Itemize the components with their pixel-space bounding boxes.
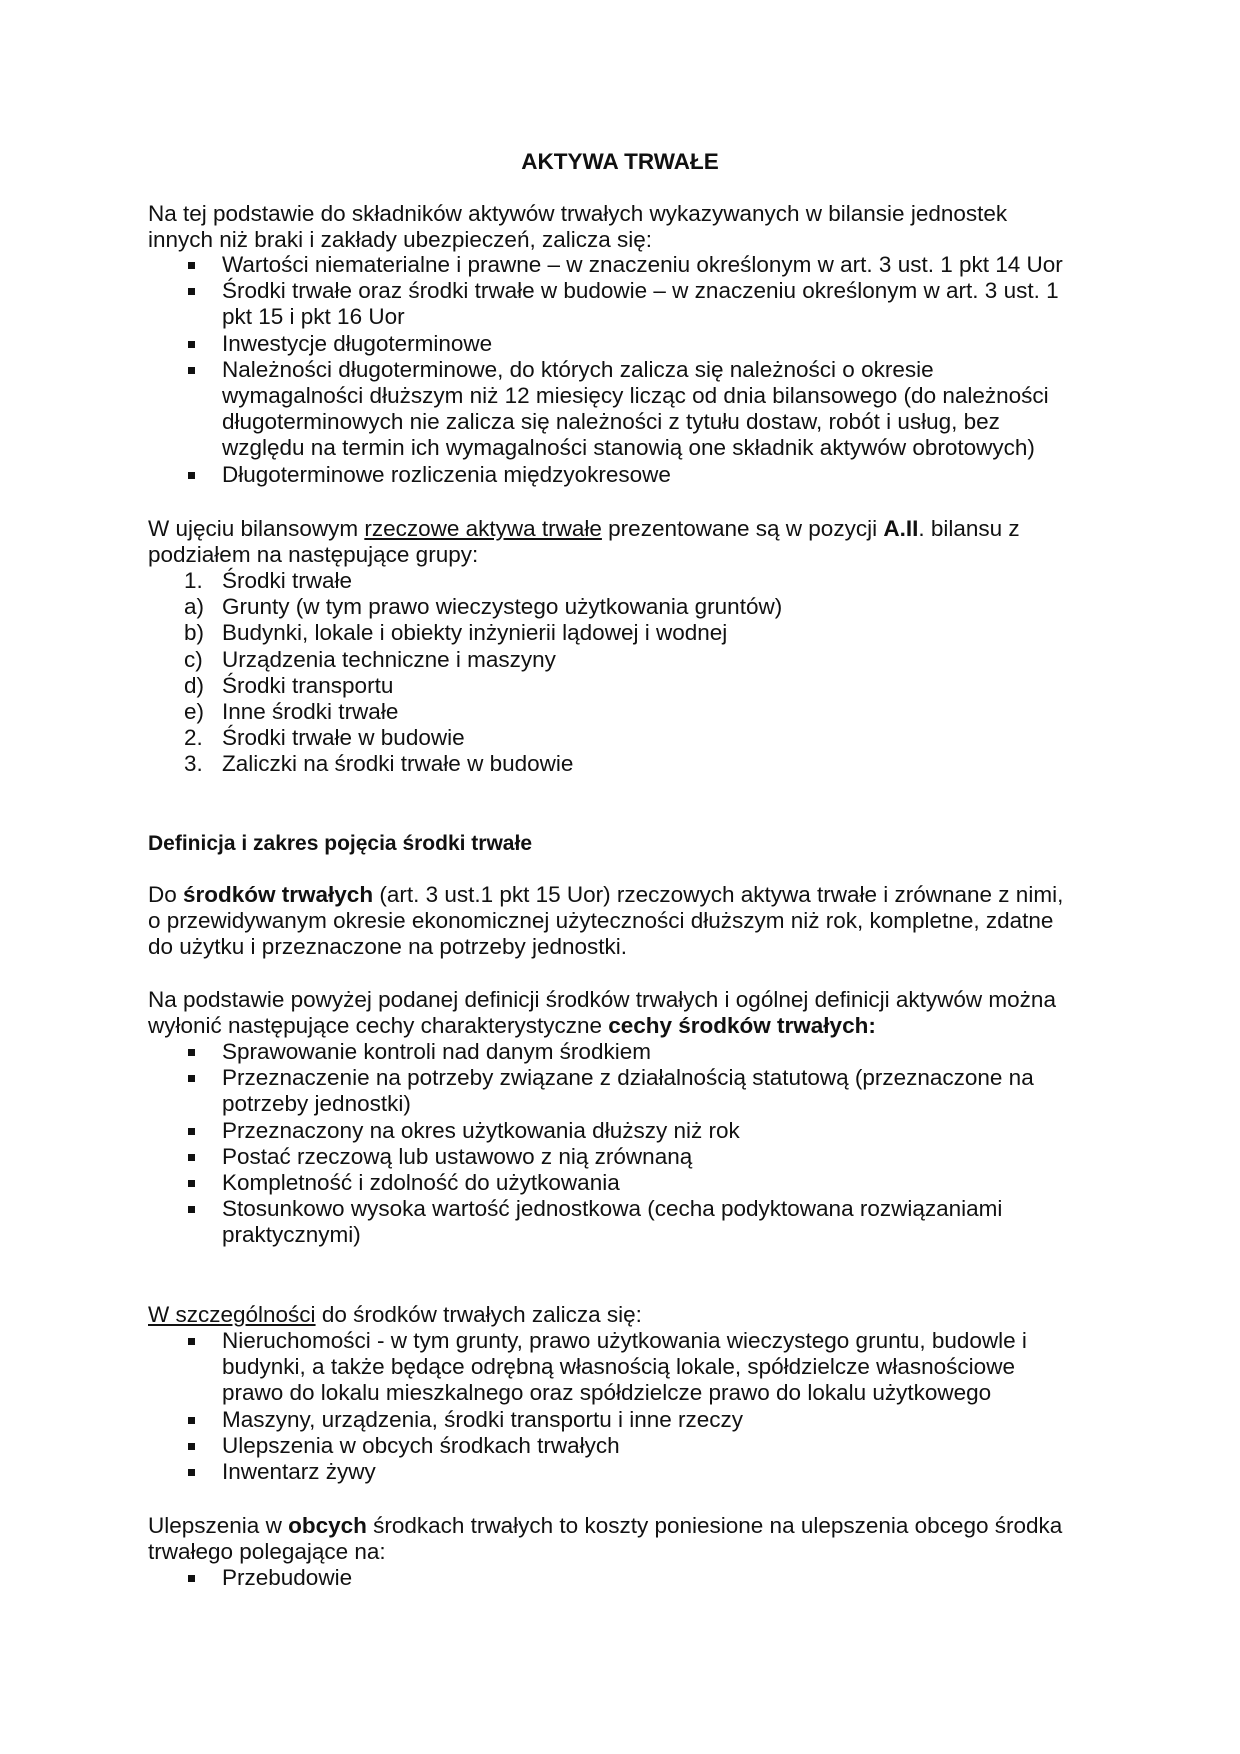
list-item [148, 1459, 1027, 1485]
list-item [148, 751, 782, 777]
list-item-line: pkt 15 i pkt 16 Uor [222, 304, 405, 330]
list-marker: a) [184, 594, 205, 620]
page-title: AKTYWA TRWAŁE [521, 149, 719, 174]
underlined-term: W szczególności [148, 1302, 316, 1327]
intro-line-1: Na tej podstawie do składników aktywów trwałych wykazywanych w bilansie jednostek [148, 201, 1008, 226]
list-item [148, 252, 1063, 278]
list-marker: e) [184, 699, 205, 725]
square-bullet-icon [188, 341, 195, 348]
list-item [148, 1407, 1027, 1433]
list-marker: 2. [184, 725, 203, 751]
list-item-line: budynki, a także będące odrębną własnością lokale, spółdzielcze własnościowe [222, 1354, 1015, 1380]
list-item-line: potrzeby jednostki) [222, 1091, 411, 1117]
square-bullet-icon [188, 1443, 195, 1450]
list-item [148, 462, 1063, 488]
square-bullet-icon [188, 472, 195, 479]
list-item-text: Urządzenia techniczne i maszyny [222, 646, 556, 672]
szczegolnosci-bullet-list [148, 1328, 1027, 1485]
list-item-line: Inwestycje długoterminowe [222, 330, 493, 356]
list-item [148, 1170, 1034, 1196]
definition-line-3: do użytku i przeznaczone na potrzeby jednostki. [148, 934, 628, 959]
square-bullet-icon [188, 1075, 195, 1082]
list-item-line: Przebudowie [222, 1565, 353, 1590]
features-line-2 [148, 1013, 876, 1039]
square-bullet-icon [188, 1049, 195, 1056]
list-item [148, 673, 782, 699]
list-item-text: Grunty (w tym prawo wieczystego użytkowania gruntów) [222, 594, 783, 620]
underlined-term: rzeczowe aktywa trwałe [364, 516, 602, 541]
features-line-1: Na podstawie powyżej podanej definicji środków trwałych i ogólnej definicji aktywów można [148, 987, 1056, 1012]
list-marker: 3. [184, 751, 203, 777]
list-item [148, 725, 782, 751]
ulepszenia-bullet-list [148, 1565, 352, 1591]
text-run: prezentowane są w pozycji [601, 516, 884, 541]
list-item [148, 620, 782, 646]
text-run: środkach trwałych to koszty poniesione na ulepszenia obcego środka [366, 1513, 1063, 1538]
bold-term: A.II [883, 516, 919, 541]
szczegolnosci-line [148, 1302, 642, 1328]
square-bullet-icon [188, 1180, 195, 1187]
square-bullet-icon [188, 1469, 195, 1476]
list-item [148, 1118, 1034, 1144]
list-item-text: Środki transportu [222, 672, 394, 698]
list-item-line: Ulepszenia w obcych środkach trwałych [222, 1432, 620, 1458]
bold-term: środków trwałych [183, 882, 374, 907]
definition-line-2: o przewidywanym okresie ekonomicznej użyteczności dłuższym niż rok, kompletne, zdatne [148, 908, 1054, 933]
list-item-line: względu na termin ich wymagalności stanowią one składnik aktywów obrotowych) [222, 435, 1035, 461]
list-item-line: Przeznaczenie na potrzeby związane z działalnością statutową (przeznaczone na [222, 1065, 1034, 1091]
intro-line-2: innych niż braki i zakłady ubezpieczeń, zalicza się: [148, 227, 652, 252]
list-item-text: Środki trwałe [222, 568, 353, 593]
list-marker: b) [184, 620, 205, 646]
rzeczowe-line-1 [148, 516, 1020, 542]
square-bullet-icon [188, 1154, 195, 1161]
list-item [148, 647, 782, 673]
list-item-line: Środki trwałe oraz środki trwałe w budowie – w znaczeniu określonym w art. 3 ust. 1 [222, 278, 1059, 304]
list-item [148, 594, 782, 620]
list-item [148, 1144, 1034, 1170]
list-item-text: Zaliczki na środki trwałe w budowie [222, 751, 574, 777]
bold-term: cechy środków trwałych: [608, 1013, 876, 1038]
list-item-text: Środki trwałe w budowie [222, 725, 465, 751]
square-bullet-icon [188, 1338, 195, 1345]
list-item [148, 1039, 1034, 1065]
list-item-line: Nieruchomości - w tym grunty, prawo użytkowania wieczystego gruntu, budowle i [222, 1328, 1027, 1353]
list-item-line: Maszyny, urządzenia, środki transportu i inne rzeczy [222, 1406, 744, 1432]
text-run: . bilansu z [918, 516, 1020, 541]
list-item-line: Inwentarz żywy [222, 1459, 376, 1485]
list-item [148, 1565, 352, 1591]
square-bullet-icon [188, 1575, 195, 1582]
list-item-text: Inne środki trwałe [222, 699, 399, 725]
list-item-line: Przeznaczony na okres użytkowania dłuższy niż rok [222, 1117, 740, 1143]
list-item-line: Postać rzeczową lub ustawowo z nią zrównaną [222, 1143, 693, 1169]
ulepszenia-line-2: trwałego polegające na: [148, 1539, 386, 1564]
text-run: Do [148, 882, 184, 907]
rzeczowe-line-2: podziałem na następujące grupy: [148, 542, 479, 567]
features-bullet-list [148, 1039, 1034, 1249]
definition-line-1 [148, 882, 1063, 908]
text-run: wyłonić następujące cechy charakterystyczne [148, 1013, 609, 1038]
ulepszenia-line-1 [148, 1513, 1062, 1539]
list-item-line: prawo do lokalu mieszkalnego oraz spółdzielcze prawo do lokalu użytkowego [222, 1380, 992, 1406]
square-bullet-icon [188, 262, 195, 269]
list-marker: d) [184, 672, 205, 698]
list-item [148, 1196, 1034, 1248]
square-bullet-icon [188, 1128, 195, 1135]
bold-term: obcych [288, 1513, 367, 1538]
list-item-line: Stosunkowo wysoka wartość jednostkowa (cecha podyktowana rozwiązaniami [222, 1196, 1003, 1222]
list-item [148, 278, 1063, 330]
list-item-line: Należności długoterminowe, do których zalicza się należności o okresie [222, 356, 934, 382]
square-bullet-icon [188, 288, 195, 295]
square-bullet-icon [188, 367, 195, 374]
list-item-line: Wartości niematerialne i prawne – w znaczeniu określonym w art. 3 ust. 1 pkt 14 Uor [222, 252, 1063, 277]
text-run: (art. 3 ust.1 pkt 15 Uor) rzeczowych aktywa trwałe i zrównane z nimi, [373, 882, 1064, 907]
section-heading-definition: Definicja i zakres pojęcia środki trwałe [148, 832, 532, 855]
list-item [148, 568, 782, 594]
list-item-line: wymagalności dłuższym niż 12 miesięcy licząc od dnia bilansowego (do należności [222, 383, 1049, 409]
text-run: Ulepszenia w [148, 1513, 289, 1538]
list-item [148, 1328, 1027, 1407]
text-run: W ujęciu bilansowym [148, 516, 365, 541]
list-item-line: praktycznymi) [222, 1222, 361, 1248]
list-item-line: Sprawowanie kontroli nad danym środkiem [222, 1039, 651, 1064]
list-item [148, 357, 1063, 462]
list-item [148, 1433, 1027, 1459]
square-bullet-icon [188, 1206, 195, 1213]
text-run: do środków trwałych zalicza się: [315, 1302, 642, 1327]
list-item-line: Długoterminowe rozliczenia międzyokresowe [222, 461, 671, 487]
list-item-text: Budynki, lokale i obiekty inżynierii lądowej i wodnej [222, 620, 728, 646]
list-item [148, 699, 782, 725]
list-item-line: długoterminowych nie zalicza się należności z tytułu dostaw, robót i usług, bez [222, 409, 1000, 435]
square-bullet-icon [188, 1417, 195, 1424]
list-item-line: Kompletność i zdolność do użytkowania [222, 1170, 620, 1196]
intro-bullet-list [148, 252, 1063, 488]
list-item [148, 1065, 1034, 1117]
rzeczowe-numbered-list [148, 568, 782, 778]
list-marker: 1. [184, 568, 203, 593]
list-item [148, 331, 1063, 357]
list-marker: c) [184, 646, 203, 672]
